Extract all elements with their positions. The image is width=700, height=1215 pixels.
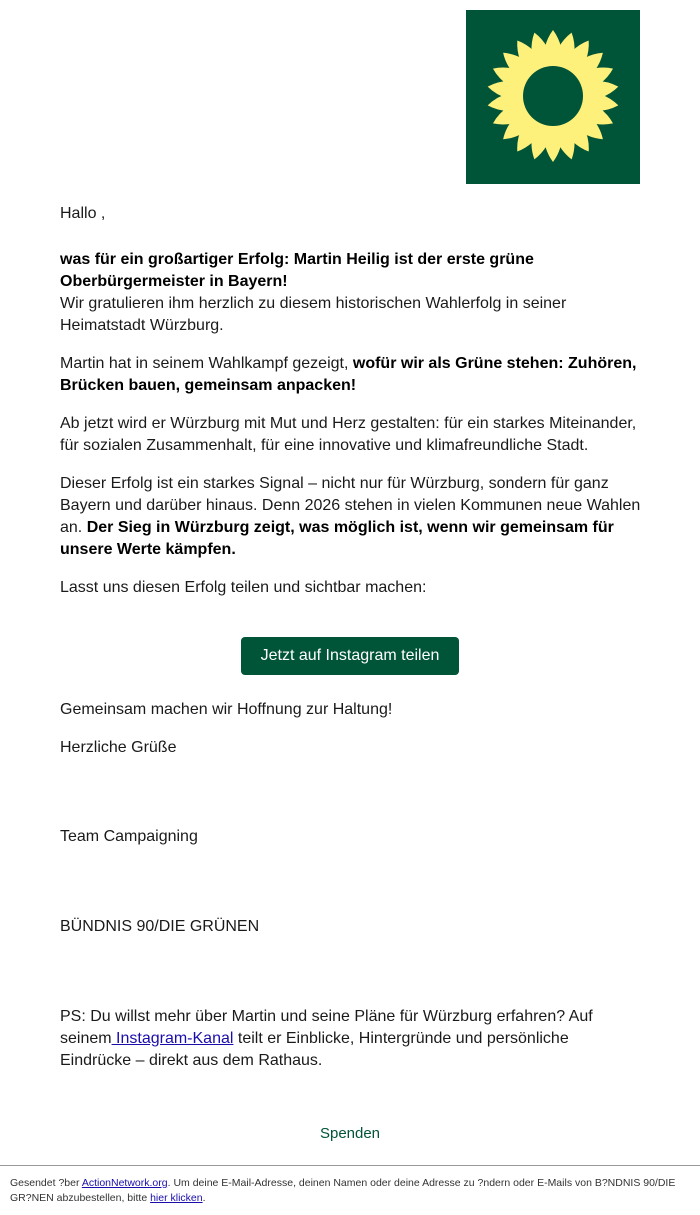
paragraph-share: Lasst uns diesen Erfolg teilen und sichtbar machen: <box>60 579 427 596</box>
footer-prefix: Gesendet ?ber <box>10 1177 82 1189</box>
sunflower-logo <box>466 10 640 184</box>
paragraph-congrats <box>60 249 645 337</box>
footer-middle: . Um deine E-Mail-Adresse, deinen Namen oder deine Adresse zu ?ndern oder E-Mails von B?NDNIS 90/DIE GR?NEN abzubestellen, bitte <box>10 1177 676 1204</box>
actionnetwork-link[interactable]: ActionNetwork.org <box>81 1177 168 1189</box>
footer <box>0 1165 700 1206</box>
ps-text-before: PS: Du willst mehr über Martin und seine Pläne für Würzburg erfahren? Auf seinem <box>60 1008 593 1047</box>
greeting: Hallo , <box>60 205 106 222</box>
signal-text: Dieser Erfolg ist ein starkes Signal – nicht nur für Würzburg, sondern für ganz Bayern und darüber hinaus. Denn 2026 stehen in vielen Kommunen neue Wahlen an. <box>60 475 641 536</box>
paragraph-hope: Gemeinsam machen wir Hoffnung zur Haltung! <box>60 701 393 718</box>
sunflower-icon <box>466 10 640 184</box>
footer-suffix: . <box>202 1192 206 1204</box>
ps-text-after: teilt er Einblicke, Hintergründe und persönliche Eindrücke – direkt aus dem Rathaus. <box>60 1030 569 1069</box>
instagram-share-button[interactable]: Jetzt auf Instagram teilen <box>241 637 460 675</box>
congrats-text: Wir gratulieren ihm herzlich zu diesem historischen Wahlerfolg in seiner Heimatstadt Würzburg. <box>60 295 567 334</box>
campaign-bold: wofür wir als Grüne stehen: Zuhören, Brücken bauen, gemeinsam anpacken! <box>60 355 637 394</box>
closing: Herzliche Grüße <box>60 739 177 756</box>
congrats-headline: was für ein großartiger Erfolg: Martin Heilig ist der erste grüne Oberbürgermeister in Bayern! <box>60 251 534 290</box>
signature-team: Team Campaigning <box>60 828 198 845</box>
signal-bold: Der Sieg in Würzburg zeigt, was möglich ist, wenn wir gemeinsam für unsere Werte kämpfen. <box>60 519 614 558</box>
signature-org: BÜNDNIS 90/DIE GRÜNEN <box>60 918 260 935</box>
paragraph-future: Ab jetzt wird er Würzburg mit Mut und Herz gestalten: für ein starkes Miteinander, für sozialen Zusammenhalt, für eine innovative und klimafreundliche Stadt. <box>60 415 637 454</box>
cta-container <box>0 637 700 675</box>
unsubscribe-link[interactable]: hier klicken <box>150 1192 203 1204</box>
donate-link[interactable]: Spenden <box>319 1125 381 1142</box>
postscript <box>60 1006 620 1072</box>
campaign-text: Martin hat in seinem Wahlkampf gezeigt, <box>60 355 353 372</box>
paragraph-signal <box>60 473 645 561</box>
instagram-channel-link[interactable]: Instagram-Kanal <box>111 1030 234 1047</box>
paragraph-campaign <box>60 353 645 397</box>
email-body <box>60 203 645 675</box>
